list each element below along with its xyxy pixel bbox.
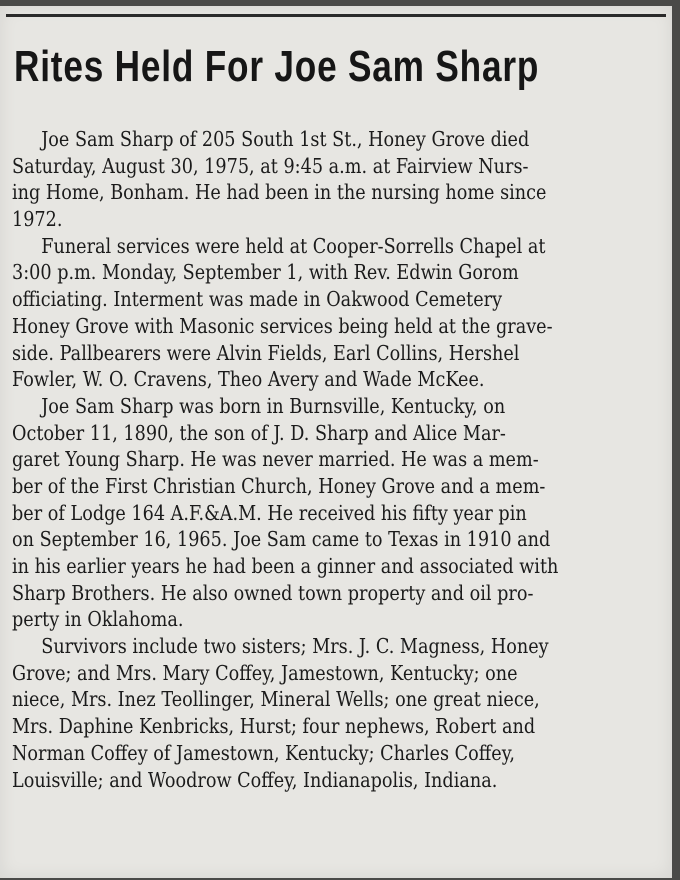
- paragraph-line: Honey Grove with Masonic services being held at the grave-: [12, 313, 553, 338]
- paragraph-line: in his earlier years he had been a ginner and associated with: [12, 554, 559, 578]
- paragraph-line: garet Young Sharp. He was never married. He was a mem-: [12, 447, 539, 472]
- paragraph-line: on September 16, 1965. Joe Sam came to Texas in 1910 and: [12, 527, 551, 552]
- paragraph-line: perty in Oklahoma.: [12, 607, 184, 632]
- paragraph-line: 3:00 p.m. Monday, September 1, with Rev. Edwin Gorom: [12, 260, 519, 285]
- top-rule: [6, 14, 666, 17]
- paragraph-line: 1972.: [12, 207, 63, 232]
- paragraph-line: Saturday, August 30, 1975, at 9:45 a.m. at Fairview Nurs-: [12, 153, 529, 178]
- paragraph-line: ber of the First Christian Church, Honey Grove and a mem-: [12, 473, 546, 498]
- paragraph-line: side. Pallbearers were Alvin Fields, Earl Collins, Hershel: [12, 340, 520, 365]
- paragraph-first-line: Survivors include two sisters; Mrs. J. C. Magness, Honey: [41, 634, 549, 659]
- paragraph-line: Fowler, W. O. Cravens, Theo Avery and Wade McKee.: [12, 367, 485, 392]
- paragraph-first-line: Joe Sam Sharp of 205 South 1st St., Honey Grove died: [41, 127, 530, 151]
- paragraph-line: niece, Mrs. Inez Teollinger, Mineral Wells; one great niece,: [12, 687, 540, 712]
- headline: Rites Held For Joe Sam Sharp: [14, 42, 540, 91]
- paragraph-line: Mrs. Daphine Kenbricks, Hurst; four nephews, Robert and: [12, 714, 536, 739]
- paragraph-line: Norman Coffey of Jamestown, Kentucky; Charles Coffey,: [12, 740, 515, 765]
- newspaper-clipping: [0, 6, 672, 878]
- paragraph-line: Grove; and Mrs. Mary Coffey, Jamestown, Kentucky; one: [12, 660, 518, 685]
- paragraph-line: ber of Lodge 164 A.F.&A.M. He received his fifty year pin: [12, 500, 527, 525]
- paragraph-first-line: Funeral services were held at Cooper-Sorrells Chapel at: [41, 233, 546, 258]
- paragraph-line: ing Home, Bonham. He had been in the nursing home since: [12, 180, 547, 205]
- paragraph-line: officiating. Interment was made in Oakwood Cemetery: [12, 287, 503, 312]
- article-body: [12, 126, 668, 793]
- paragraph-line: October 11, 1890, the son of J. D. Sharp and Alice Mar-: [12, 420, 506, 445]
- paragraph-line: Sharp Brothers. He also owned town property and oil pro-: [12, 580, 534, 605]
- paragraph-first-line: Joe Sam Sharp was born in Burnsville, Kentucky, on: [41, 393, 506, 418]
- paragraph-line: Louisville; and Woodrow Coffey, Indianapolis, Indiana.: [12, 767, 498, 792]
